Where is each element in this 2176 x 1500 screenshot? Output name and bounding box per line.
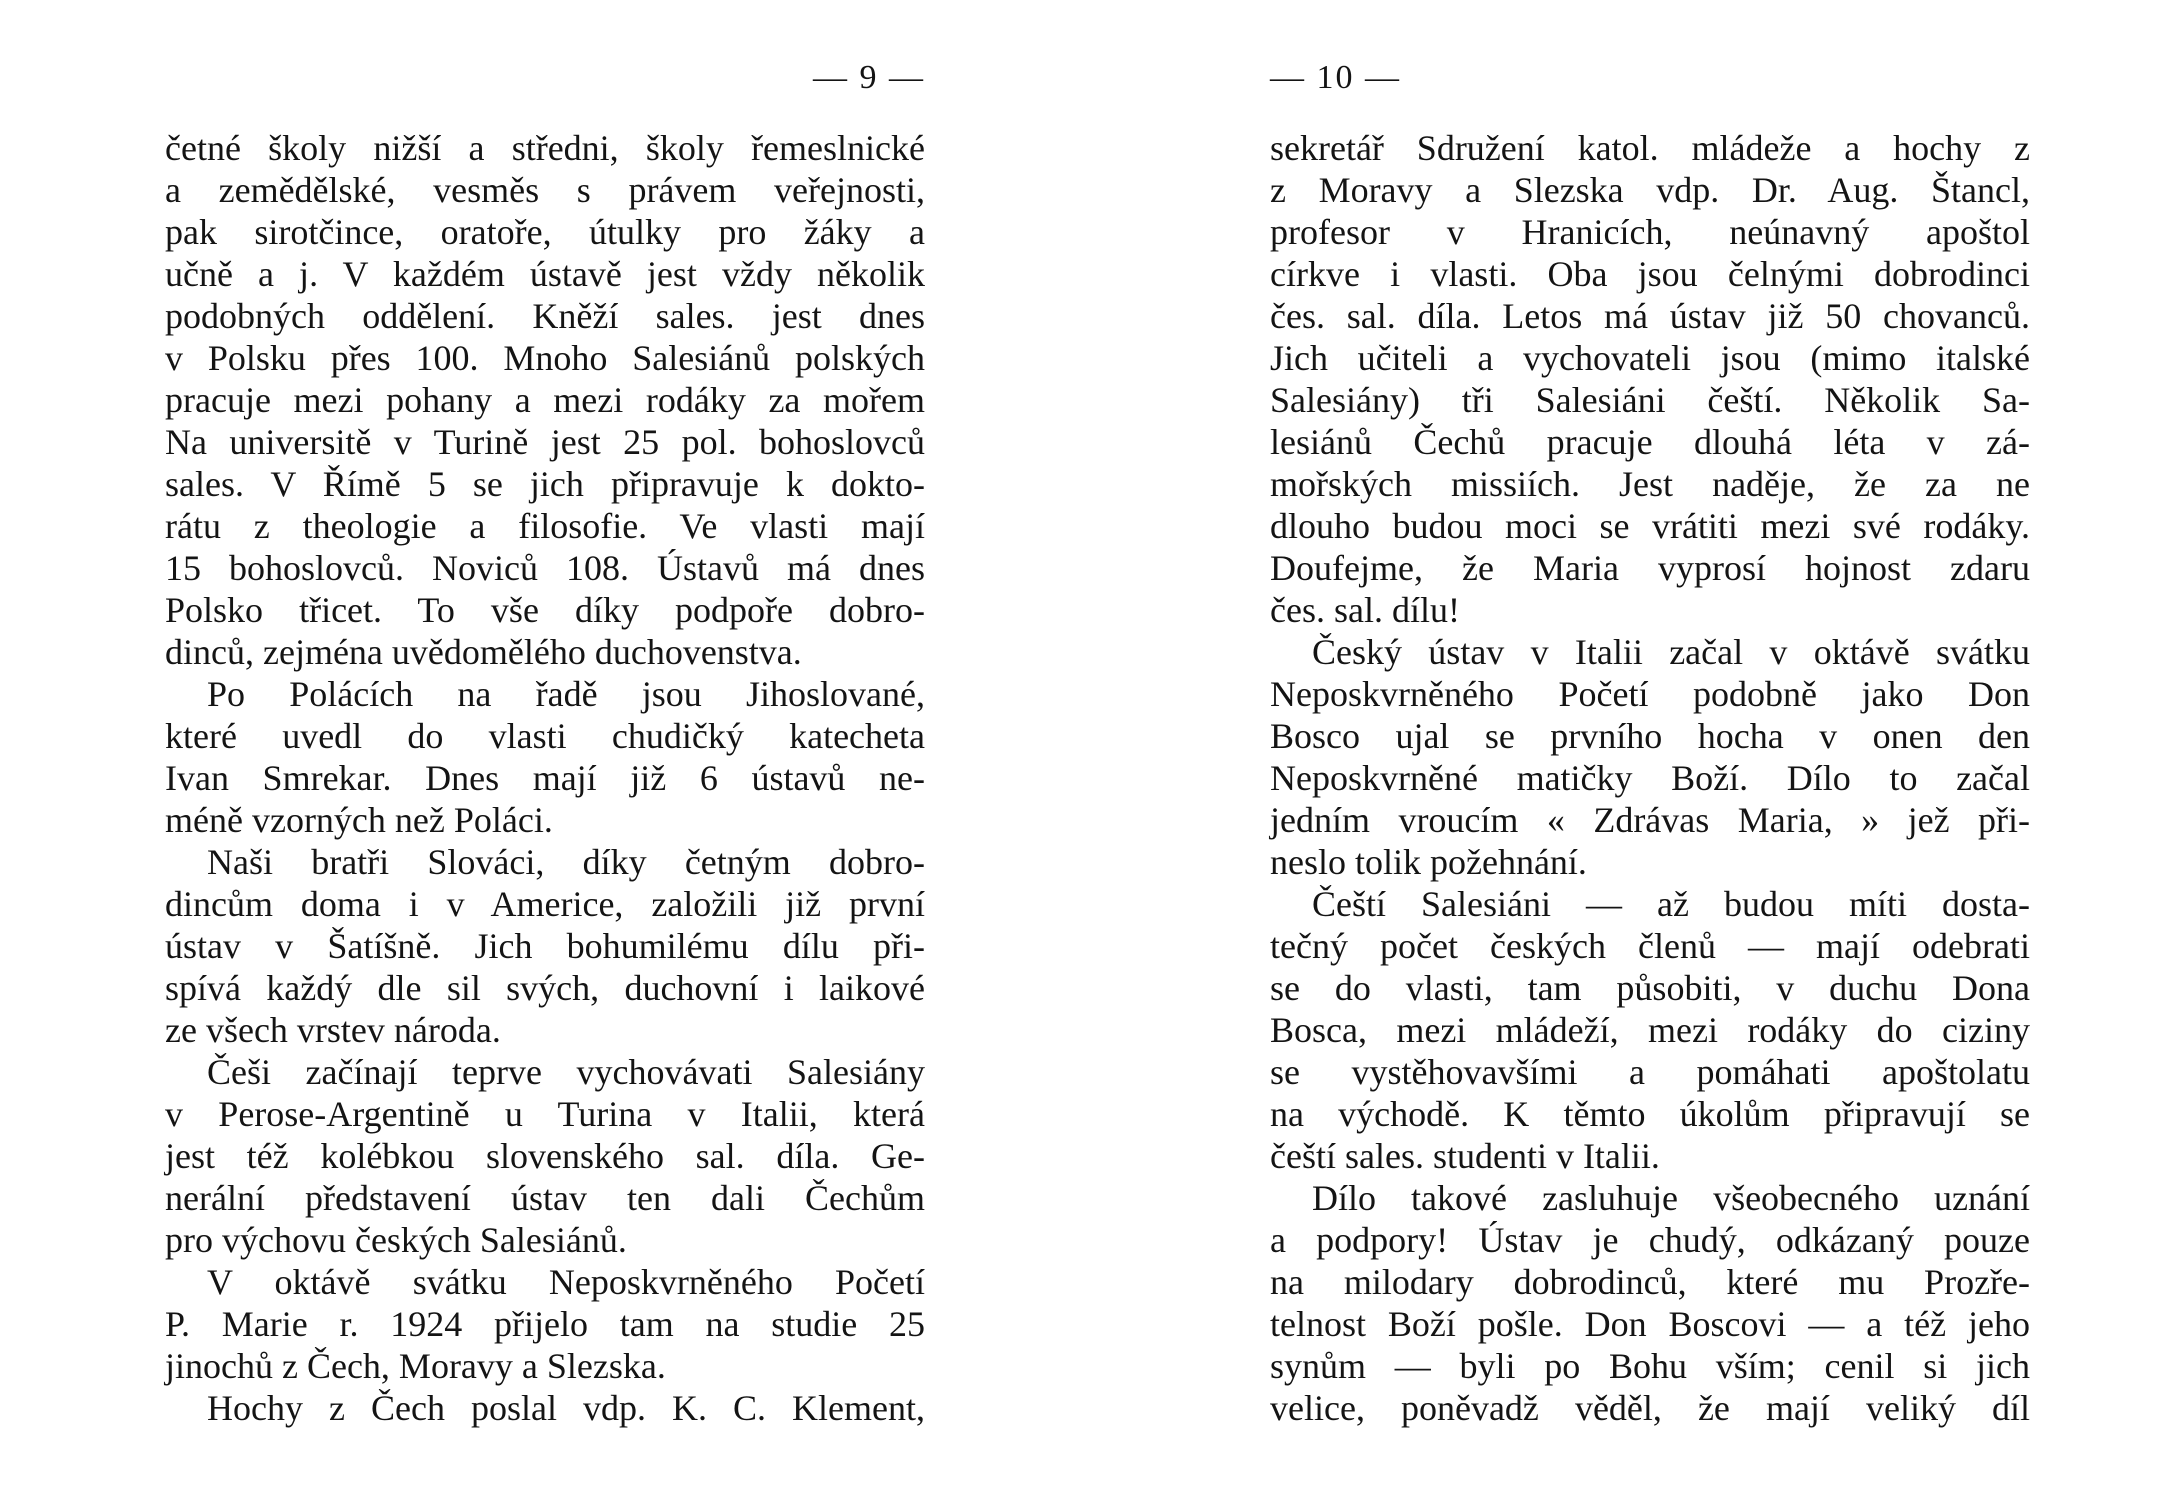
text-line: méně vzorných než Poláci. (165, 800, 553, 840)
text-line: neslo tolik požehnání. (1270, 842, 1587, 882)
text-line: V oktávě svátku Neposkvrněného Početí (207, 1262, 925, 1302)
text-line: Ivan Smrekar. Dnes mají již 6 ústavů ne- (165, 758, 925, 798)
text-line: Jich učiteli a vychovateli jsou (mimo italské (1270, 338, 2030, 378)
text-line: dincům doma i v Americe, založili již první (165, 884, 925, 924)
text-line: Na universitě v Turině jest 25 pol. bohoslovců (165, 422, 925, 462)
text-line: čes. sal. dílu! (1270, 590, 1460, 630)
text-line: a zemědělské, vesměs s právem veřejnosti, (165, 170, 925, 210)
text-line: Češi začínají teprve vychovávati Salesiány (207, 1052, 925, 1092)
text-line: Český ústav v Italii začal v oktávě svátku (1312, 632, 2030, 672)
text-line: na východě. K těmto úkolům připravují se (1270, 1094, 2030, 1134)
page-number: — 10 — (1270, 59, 1401, 96)
text-line: Neposkvrněné matičky Boží. Dílo to začal (1270, 758, 2030, 798)
text-line: čeští sales. studenti v Italii. (1270, 1136, 1660, 1176)
text-line: učně a j. V každém ústavě jest vždy několik (165, 254, 925, 294)
text-line: Doufejme, že Maria vyprosí hojnost zdaru (1270, 548, 2030, 588)
text-line: v Polsku přes 100. Mnoho Salesiánů polských (165, 338, 925, 378)
page-number: — 9 — (813, 59, 925, 96)
text-line: pak sirotčince, oratoře, útulky pro žáky a (165, 212, 925, 252)
text-line: profesor v Hranicích, neúnavný apoštol (1270, 212, 2030, 252)
text-line: Čeští Salesiáni — až budou míti dosta- (1312, 884, 2030, 924)
text-line: Naši bratři Slováci, díky četným dobro- (207, 842, 925, 882)
text-line: čes. sal. díla. Letos má ústav již 50 chovanců. (1270, 296, 2030, 336)
text-line: ústav v Šatíšně. Jich bohumilému dílu při- (165, 926, 925, 966)
text-line: z Moravy a Slezska vdp. Dr. Aug. Štancl, (1270, 170, 2030, 210)
text-line: lesiánů Čechů pracuje dlouhá léta v zá- (1270, 422, 2030, 462)
text-line: Po Polácích na řadě jsou Jihoslované, (207, 674, 925, 714)
text-line: tečný počet českých členů — mají odebrati (1270, 926, 2030, 966)
text-line: mořských missiích. Jest naděje, že za ne (1270, 464, 2030, 504)
text-line: Salesiány) tři Salesiáni čeští. Několik Sa- (1270, 380, 2030, 420)
text-line: jinochů z Čech, Moravy a Slezska. (165, 1346, 666, 1386)
page-body-text (1270, 127, 2030, 1429)
text-line: rátu z theologie a filosofie. Ve vlasti mají (165, 506, 925, 546)
page-body-text (165, 127, 925, 1429)
text-line: sekretář Sdružení katol. mládeže a hochy z (1270, 128, 2030, 168)
text-line: na milodary dobrodinců, které mu Prozře- (1270, 1262, 2030, 1302)
text-line: sales. V Římě 5 se jich připravuje k dokto- (165, 464, 925, 504)
text-line: které uvedl do vlasti chudičký katecheta (165, 716, 925, 756)
text-line: dlouho budou moci se vrátiti mezi své rodáky. (1270, 506, 2030, 546)
left-page (165, 0, 925, 1500)
text-line: Dílo takové zasluhuje všeobecného uznání (1312, 1178, 2030, 1218)
text-line: pracuje mezi pohany a mezi rodáky za mořem (165, 380, 925, 420)
text-line: se do vlasti, tam působiti, v duchu Dona (1270, 968, 2030, 1008)
right-page (1270, 0, 2030, 1500)
text-line: a podpory! Ústav je chudý, odkázaný pouze (1270, 1220, 2030, 1260)
text-line: Hochy z Čech poslal vdp. K. C. Klement, (207, 1388, 925, 1428)
text-line: podobných oddělení. Kněží sales. jest dnes (165, 296, 925, 336)
text-line: četné školy nižší a středni, školy řemeslnické (165, 128, 925, 168)
text-line: jedním vroucím « Zdrávas Maria, » jež při- (1270, 800, 2030, 840)
text-line: telnost Boží pošle. Don Boscovi — a též jeho (1270, 1304, 2030, 1344)
text-line: spívá každý dle sil svých, duchovní i laikové (165, 968, 925, 1008)
text-line: církve i vlasti. Oba jsou čelnými dobrodinci (1270, 254, 2030, 294)
text-line: synům — byli po Bohu vším; cenil si jich (1270, 1346, 2030, 1386)
text-line: velice, poněvadž věděl, že mají veliký díl (1270, 1388, 2030, 1428)
text-line: Bosco ujal se prvního hocha v onen den (1270, 716, 2030, 756)
text-line: Polsko třicet. To vše díky podpoře dobro- (165, 590, 925, 630)
text-line: nerální představení ústav ten dali Čechům (165, 1178, 925, 1218)
text-line: pro výchovu českých Salesiánů. (165, 1220, 627, 1260)
text-line: jest též kolébkou slovenského sal. díla. Ge- (165, 1136, 925, 1176)
text-line: Neposkvrněného Početí podobně jako Don (1270, 674, 2030, 714)
text-line: dinců, zejména uvědomělého duchovenstva. (165, 632, 802, 672)
text-line: se vystěhovavšími a pomáhati apoštolatu (1270, 1052, 2030, 1092)
text-line: 15 bohoslovců. Noviců 108. Ústavů má dnes (165, 548, 925, 588)
text-line: ze všech vrstev národa. (165, 1010, 501, 1050)
text-line: Bosca, mezi mládeží, mezi rodáky do ciziny (1270, 1010, 2030, 1050)
text-line: P. Marie r. 1924 přijelo tam na studie 25 (165, 1304, 925, 1344)
text-line: v Perose-Argentině u Turina v Italii, která (165, 1094, 925, 1134)
